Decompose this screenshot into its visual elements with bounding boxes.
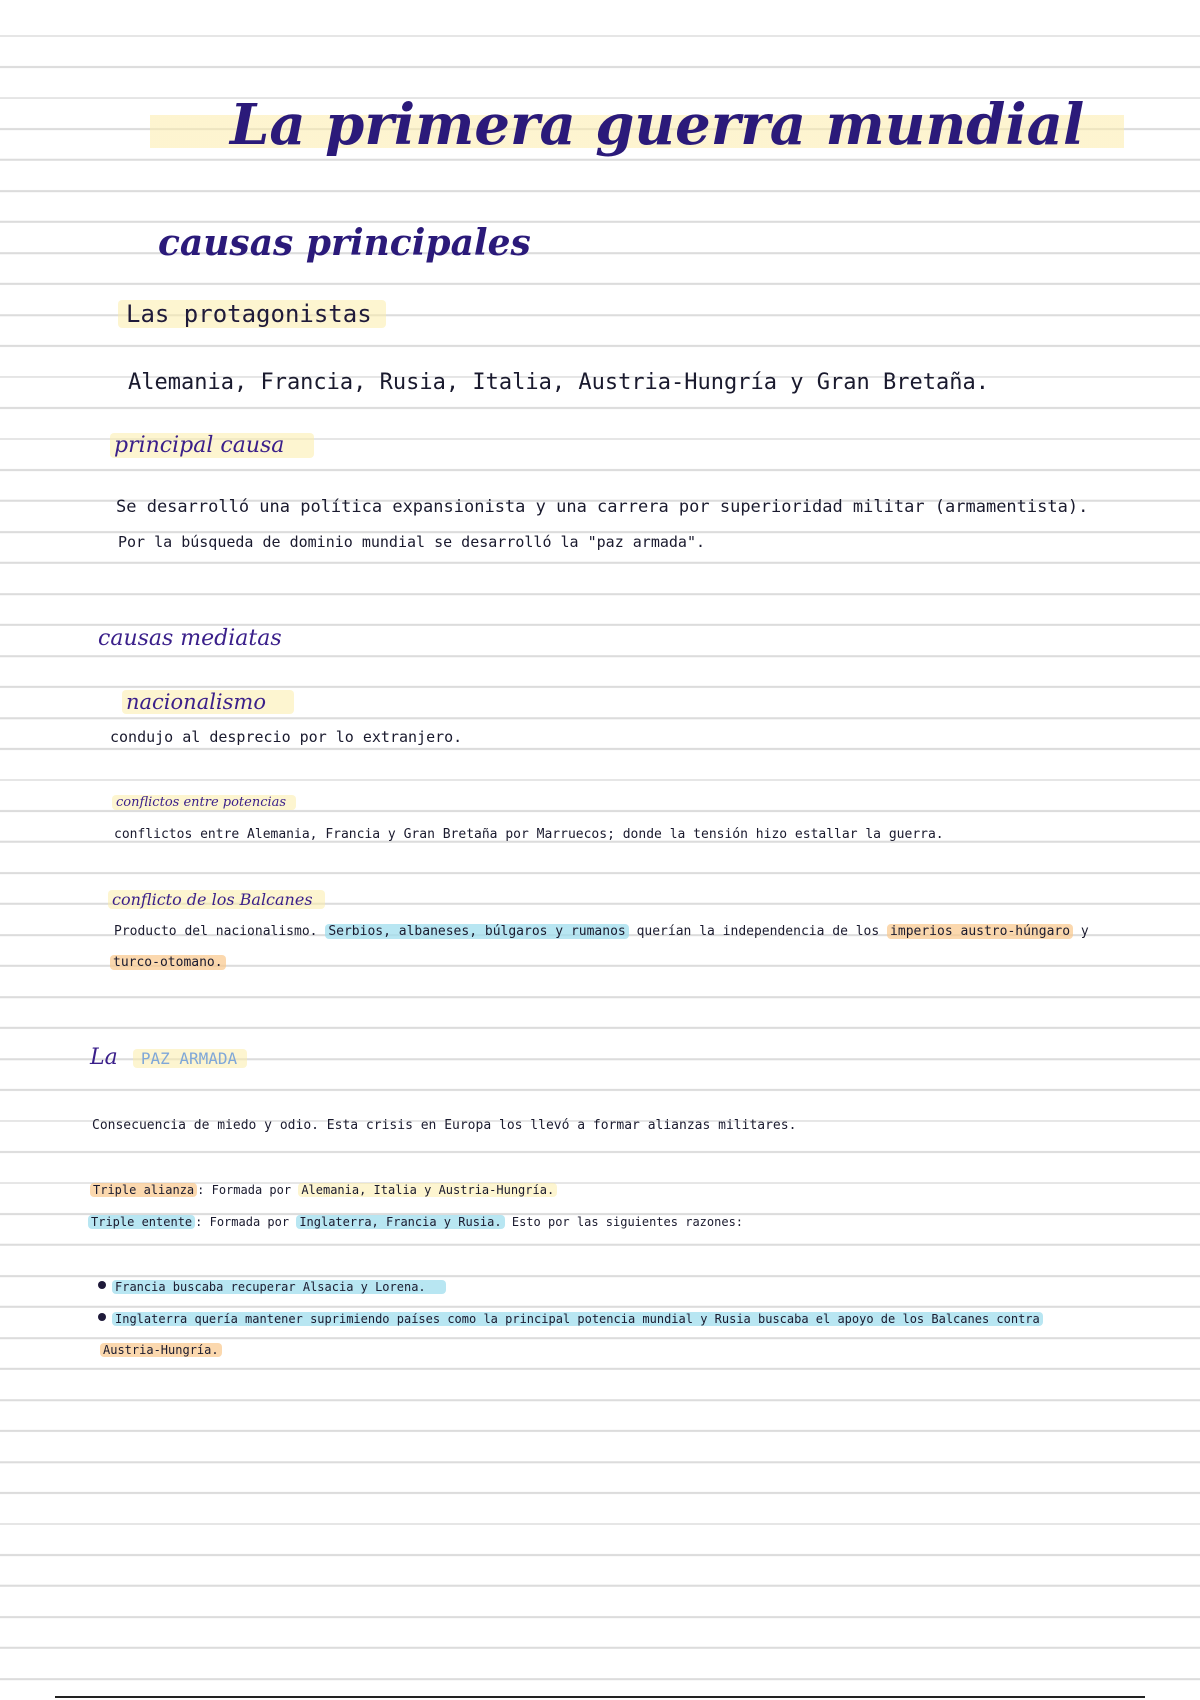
triple-alliance-label: Triple alianza	[90, 1183, 197, 1197]
triple-entente-tail: Esto por las siguientes razones:	[511, 1215, 744, 1229]
triple-alliance-text: : Formada por	[197, 1183, 292, 1197]
balkans-text-line-1	[114, 924, 1089, 939]
conflicts-heading: conflictos entre potencias	[112, 795, 296, 810]
armed-peace-heading	[90, 1045, 247, 1070]
protagonists-heading: Las protagonistas	[118, 300, 386, 328]
bullet-item-2-line-1	[112, 1312, 1043, 1326]
main-cause-line-2: Por la búsqueda de dominio mundial se desarrolló la "paz armada".	[118, 533, 705, 551]
main-cause-line-1: Se desarrolló una política expansionista y una carrera por superioridad militar (armamentista).	[116, 497, 1089, 517]
main-cause-heading: principal causa	[110, 433, 314, 458]
bullet-item-2-continuation: Austria-Hungría.	[100, 1343, 222, 1357]
balkans-text-product: Producto del nacionalismo.	[114, 924, 318, 939]
nationalism-text: condujo al desprecio por lo extranjero.	[110, 728, 463, 746]
triple-entente-label: Triple entente	[88, 1215, 195, 1229]
armed-peace-prefix: La	[90, 1045, 118, 1070]
bullet-dot-icon	[98, 1281, 106, 1289]
bullet-item-2-line-2	[100, 1343, 222, 1357]
balkans-text-line-2	[110, 955, 226, 970]
mediate-causes-heading: causas mediatas	[98, 626, 282, 651]
bullet-item-2-text: Inglaterra quería mantener suprimiendo países como la principal potencia mundial y Rusia buscaba el apoyo de los Balcanes contra	[112, 1312, 1043, 1326]
triple-entente-line	[88, 1215, 743, 1229]
bullet-item-1	[112, 1280, 446, 1294]
triple-entente-text: : Formada por	[195, 1215, 290, 1229]
balkans-empire-highlight: imperios austro-húngaro	[887, 924, 1073, 939]
bottom-rule	[55, 1696, 1145, 1698]
balkans-ottoman-highlight: turco-otomano.	[110, 955, 226, 970]
triple-entente-members: Inglaterra, Francia y Rusia.	[296, 1215, 504, 1229]
protagonists-text: Alemania, Francia, Rusia, Italia, Austria-Hungría y Gran Bretaña.	[128, 370, 989, 395]
armed-peace-label: PAZ ARMADA	[133, 1049, 247, 1068]
nationalism-heading: nacionalismo	[122, 690, 294, 714]
balkans-heading: conflicto de los Balcanes	[108, 890, 325, 909]
balkans-text-and: y	[1080, 924, 1089, 939]
page-title: La primera guerra mundial	[150, 92, 1124, 158]
section-heading-main-causes: causas principales	[158, 222, 531, 264]
triple-alliance-line	[90, 1183, 557, 1197]
bullet-dot-icon	[98, 1313, 106, 1321]
armed-peace-intro: Consecuencia de miedo y odio. Esta crisis en Europa los llevó a formar alianzas militares.	[92, 1118, 797, 1133]
bullet-item-1-text: Francia buscaba recuperar Alsacia y Lorena.	[112, 1280, 446, 1294]
balkans-text-wanted: querían la independencia de los	[636, 924, 880, 939]
balkans-peoples-highlight: Serbios, albaneses, búlgaros y rumanos	[325, 924, 628, 939]
conflicts-text: conflictos entre Alemania, Francia y Gran Bretaña por Marruecos; donde la tensión hizo estallar la guerra.	[114, 827, 944, 842]
triple-alliance-members: Alemania, Italia y Austria-Hungría.	[298, 1183, 557, 1197]
